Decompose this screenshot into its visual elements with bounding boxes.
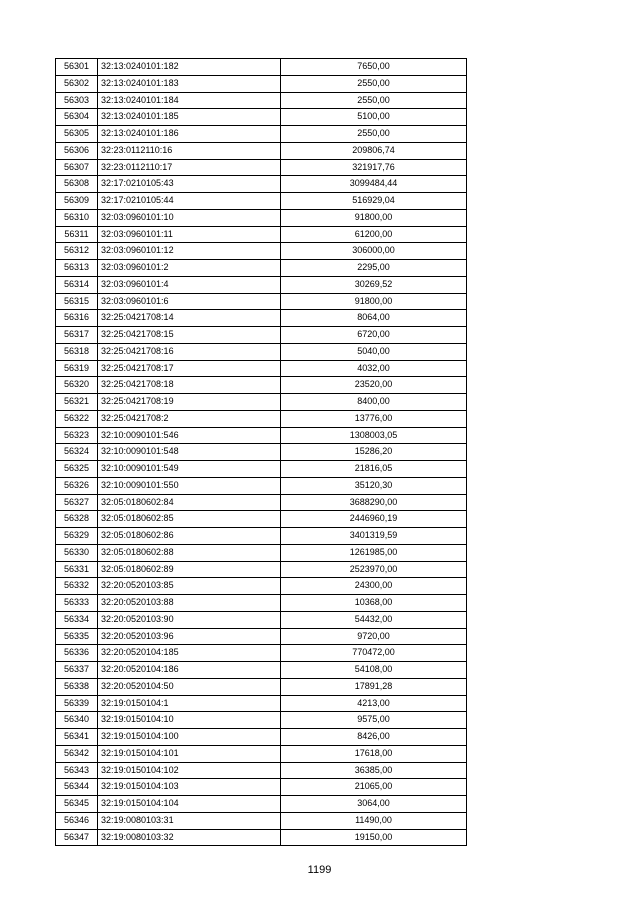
value-cell: 321917,76 [281,159,467,176]
value-cell: 8426,00 [281,729,467,746]
table-row [56,427,467,444]
row-number-cell: 56324 [56,444,98,461]
value-cell: 13776,00 [281,410,467,427]
cadastral-number-cell: 32:05:0180602:84 [98,494,281,511]
value-cell: 30269,52 [281,276,467,293]
cadastral-number-cell: 32:25:0421708:14 [98,310,281,327]
row-number-cell: 56338 [56,678,98,695]
table-row [56,377,467,394]
cadastral-number-cell: 32:13:0240101:185 [98,109,281,126]
table-row [56,193,467,210]
cadastral-number-cell: 32:20:0520104:186 [98,662,281,679]
cadastral-number-cell: 32:19:0150104:103 [98,779,281,796]
row-number-cell: 56333 [56,595,98,612]
value-cell: 1261985,00 [281,544,467,561]
row-number-cell: 56320 [56,377,98,394]
value-cell: 2550,00 [281,92,467,109]
value-cell: 3401319,59 [281,528,467,545]
value-cell: 516929,04 [281,193,467,210]
row-number-cell: 56342 [56,745,98,762]
table-row [56,796,467,813]
cadastral-number-cell: 32:10:0090101:546 [98,427,281,444]
table-row [56,176,467,193]
cadastral-number-cell: 32:19:0150104:104 [98,796,281,813]
cadastral-number-cell: 32:05:0180602:89 [98,561,281,578]
value-cell: 21816,05 [281,461,467,478]
table-row [56,578,467,595]
cadastral-number-cell: 32:03:0960101:4 [98,276,281,293]
row-number-cell: 56323 [56,427,98,444]
row-number-cell: 56301 [56,59,98,76]
cadastral-number-cell: 32:20:0520103:88 [98,595,281,612]
table-row [56,461,467,478]
table-row [56,226,467,243]
value-cell: 3099484,44 [281,176,467,193]
table-row [56,695,467,712]
table-row [56,678,467,695]
cadastral-number-cell: 32:19:0080103:32 [98,829,281,846]
table-row [56,159,467,176]
table-row [56,126,467,143]
cadastral-number-cell: 32:23:0112110:17 [98,159,281,176]
value-cell: 3688290,00 [281,494,467,511]
row-number-cell: 56331 [56,561,98,578]
value-cell: 9720,00 [281,628,467,645]
table-row [56,712,467,729]
cadastral-number-cell: 32:10:0090101:550 [98,477,281,494]
cadastral-number-cell: 32:19:0080103:31 [98,812,281,829]
cadastral-number-cell: 32:03:0960101:2 [98,260,281,277]
cadastral-number-cell: 32:19:0150104:101 [98,745,281,762]
value-cell: 54432,00 [281,611,467,628]
value-cell: 35120,30 [281,477,467,494]
table-row [56,544,467,561]
value-cell: 24300,00 [281,578,467,595]
table-row [56,59,467,76]
row-number-cell: 56310 [56,209,98,226]
value-cell: 2550,00 [281,75,467,92]
row-number-cell: 56316 [56,310,98,327]
table-row [56,343,467,360]
value-cell: 770472,00 [281,645,467,662]
table-row [56,360,467,377]
table-row [56,109,467,126]
cadastral-number-cell: 32:25:0421708:15 [98,327,281,344]
value-cell: 23520,00 [281,377,467,394]
value-cell: 91800,00 [281,209,467,226]
value-cell: 2550,00 [281,126,467,143]
row-number-cell: 56346 [56,812,98,829]
cadastral-number-cell: 32:20:0520103:85 [98,578,281,595]
value-cell: 2523970,00 [281,561,467,578]
cadastral-number-cell: 32:20:0520103:96 [98,628,281,645]
value-cell: 3064,00 [281,796,467,813]
row-number-cell: 56326 [56,477,98,494]
cadastral-number-cell: 32:19:0150104:10 [98,712,281,729]
row-number-cell: 56302 [56,75,98,92]
cadastral-number-cell: 32:25:0421708:2 [98,410,281,427]
table-row [56,142,467,159]
row-number-cell: 56305 [56,126,98,143]
value-cell: 21065,00 [281,779,467,796]
table-row [56,729,467,746]
row-number-cell: 56327 [56,494,98,511]
table-row [56,628,467,645]
registry-table [55,58,467,846]
cadastral-number-cell: 32:19:0150104:100 [98,729,281,746]
cadastral-number-cell: 32:25:0421708:16 [98,343,281,360]
table-row [56,779,467,796]
table-row [56,745,467,762]
row-number-cell: 56347 [56,829,98,846]
cadastral-number-cell: 32:03:0960101:10 [98,209,281,226]
table-row [56,293,467,310]
cadastral-number-cell: 32:19:0150104:1 [98,695,281,712]
table-row [56,243,467,260]
cadastral-number-cell: 32:13:0240101:184 [98,92,281,109]
row-number-cell: 56345 [56,796,98,813]
cadastral-number-cell: 32:05:0180602:85 [98,511,281,528]
cadastral-number-cell: 32:19:0150104:102 [98,762,281,779]
value-cell: 17891,28 [281,678,467,695]
table-row [56,829,467,846]
value-cell: 2295,00 [281,260,467,277]
table-row [56,611,467,628]
table-row [56,812,467,829]
row-number-cell: 56322 [56,410,98,427]
cadastral-number-cell: 32:13:0240101:182 [98,59,281,76]
table-row [56,276,467,293]
cadastral-number-cell: 32:20:0520103:90 [98,611,281,628]
value-cell: 1308003,05 [281,427,467,444]
table-row [56,327,467,344]
value-cell: 2446960,19 [281,511,467,528]
cadastral-number-cell: 32:13:0240101:186 [98,126,281,143]
row-number-cell: 56319 [56,360,98,377]
table-row [56,75,467,92]
cadastral-number-cell: 32:03:0960101:11 [98,226,281,243]
row-number-cell: 56335 [56,628,98,645]
table-row [56,209,467,226]
table-row [56,762,467,779]
row-number-cell: 56317 [56,327,98,344]
value-cell: 36385,00 [281,762,467,779]
table-row [56,645,467,662]
cadastral-number-cell: 32:25:0421708:18 [98,377,281,394]
cadastral-number-cell: 32:05:0180602:88 [98,544,281,561]
value-cell: 306000,00 [281,243,467,260]
table-row [56,528,467,545]
value-cell: 7650,00 [281,59,467,76]
row-number-cell: 56339 [56,695,98,712]
table-row [56,477,467,494]
value-cell: 54108,00 [281,662,467,679]
row-number-cell: 56329 [56,528,98,545]
value-cell: 19150,00 [281,829,467,846]
cadastral-number-cell: 32:20:0520104:185 [98,645,281,662]
value-cell: 9575,00 [281,712,467,729]
row-number-cell: 56313 [56,260,98,277]
row-number-cell: 56308 [56,176,98,193]
table-row [56,260,467,277]
cadastral-number-cell: 32:25:0421708:17 [98,360,281,377]
table-row [56,92,467,109]
value-cell: 5040,00 [281,343,467,360]
page-number: 1199 [307,864,332,876]
row-number-cell: 56328 [56,511,98,528]
cadastral-number-cell: 32:10:0090101:548 [98,444,281,461]
value-cell: 91800,00 [281,293,467,310]
value-cell: 10368,00 [281,595,467,612]
value-cell: 4213,00 [281,695,467,712]
row-number-cell: 56343 [56,762,98,779]
row-number-cell: 56309 [56,193,98,210]
cadastral-number-cell: 32:05:0180602:86 [98,528,281,545]
row-number-cell: 56341 [56,729,98,746]
cadastral-number-cell: 32:23:0112110:16 [98,142,281,159]
row-number-cell: 56330 [56,544,98,561]
value-cell: 8400,00 [281,394,467,411]
row-number-cell: 56332 [56,578,98,595]
cadastral-number-cell: 32:10:0090101:549 [98,461,281,478]
row-number-cell: 56307 [56,159,98,176]
cadastral-number-cell: 32:17:0210105:44 [98,193,281,210]
cadastral-number-cell: 32:13:0240101:183 [98,75,281,92]
value-cell: 11490,00 [281,812,467,829]
table-row [56,561,467,578]
row-number-cell: 56334 [56,611,98,628]
table-row [56,494,467,511]
registry-table-body [56,59,467,846]
value-cell: 4032,00 [281,360,467,377]
row-number-cell: 56325 [56,461,98,478]
table-row [56,410,467,427]
value-cell: 8064,00 [281,310,467,327]
table-row [56,310,467,327]
value-cell: 6720,00 [281,327,467,344]
row-number-cell: 56340 [56,712,98,729]
value-cell: 17618,00 [281,745,467,762]
row-number-cell: 56303 [56,92,98,109]
row-number-cell: 56312 [56,243,98,260]
value-cell: 15286,20 [281,444,467,461]
row-number-cell: 56344 [56,779,98,796]
table-row [56,511,467,528]
cadastral-number-cell: 32:03:0960101:6 [98,293,281,310]
table-row [56,394,467,411]
row-number-cell: 56315 [56,293,98,310]
cadastral-number-cell: 32:25:0421708:19 [98,394,281,411]
value-cell: 61200,00 [281,226,467,243]
value-cell: 209806,74 [281,142,467,159]
table-row [56,595,467,612]
row-number-cell: 56321 [56,394,98,411]
row-number-cell: 56336 [56,645,98,662]
table-row [56,444,467,461]
cadastral-number-cell: 32:17:0210105:43 [98,176,281,193]
row-number-cell: 56337 [56,662,98,679]
value-cell: 5100,00 [281,109,467,126]
cadastral-number-cell: 32:20:0520104:50 [98,678,281,695]
row-number-cell: 56304 [56,109,98,126]
row-number-cell: 56318 [56,343,98,360]
cadastral-number-cell: 32:03:0960101:12 [98,243,281,260]
row-number-cell: 56311 [56,226,98,243]
row-number-cell: 56314 [56,276,98,293]
row-number-cell: 56306 [56,142,98,159]
table-row [56,662,467,679]
